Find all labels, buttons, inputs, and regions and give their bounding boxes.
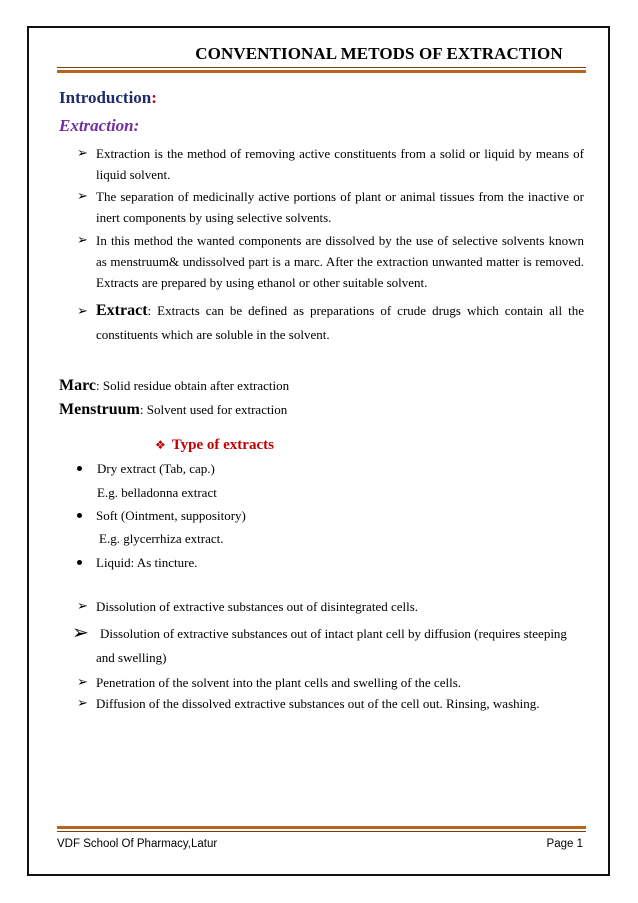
introduction-heading-colon: :	[151, 88, 157, 107]
extraction-point-2-line-1: The separation of medicinally active portions of plant or animal tissues from the inactive or	[96, 189, 584, 204]
marc-term: Marc	[59, 377, 97, 394]
process-point-3: Penetration of the solvent into the plant cells and swelling of the cells.	[96, 675, 461, 690]
extract-definition-line-2: constituents which are soluble in the solvent.	[96, 327, 330, 342]
extract-definition-text: : Extracts can be defined as preparations of crude drugs which contain all the	[147, 303, 584, 318]
type-item-3-label: Liquid: As tincture.	[96, 555, 198, 570]
header-rule-thin	[57, 67, 586, 68]
extraction-point-1-line-1: Extraction is the method of removing active constituents from a solid or liquid by means of	[96, 146, 584, 161]
footer-page-number: Page 1	[546, 838, 583, 850]
types-heading	[155, 436, 274, 454]
arrow-bullet-icon: ➢	[77, 304, 88, 319]
footer-school: VDF School Of Pharmacy,Latur	[57, 838, 218, 850]
process-point-1: Dissolution of extractive substances out of disintegrated cells.	[96, 599, 419, 614]
diamond-bullet-icon: ❖	[155, 438, 166, 452]
extract-term: Extract	[96, 302, 148, 319]
extraction-point-1-line-2: liquid solvent.	[96, 167, 171, 182]
arrow-bullet-icon: ➢	[77, 233, 88, 248]
arrow-bullet-icon: ➢	[77, 146, 88, 161]
marc-def: : Solid residue obtain after extraction	[96, 378, 290, 393]
introduction-heading-text: Introduction	[59, 88, 152, 107]
menstruum-def: : Solvent used for extraction	[139, 402, 288, 417]
page-title: CONVENTIONAL METODS OF EXTRACTION	[195, 44, 563, 63]
process-point-2-line-2: and swelling)	[96, 650, 167, 665]
menstruum-definition	[59, 401, 287, 418]
process-point-2-line-1: Dissolution of extractive substances out of intact plant cell by diffusion (requires steeping	[100, 626, 567, 641]
menstruum-term: Menstruum	[59, 401, 140, 418]
type-item-2-label: Soft (Ointment, suppository)	[96, 508, 246, 523]
type-item-2-example: E.g. glycerrhiza extract.	[99, 531, 224, 546]
marc-definition	[59, 377, 289, 394]
extraction-heading: Extraction:	[59, 116, 140, 135]
arrow-bullet-icon: ➢	[77, 675, 88, 690]
extraction-point-3-line-3: Extracts are prepared by using ethanol or other suitable solvent.	[96, 275, 428, 290]
arrow-bullet-icon: ➢	[77, 696, 88, 711]
dot-bullet-icon	[77, 466, 82, 471]
arrow-bullet-icon: ➢	[77, 189, 88, 204]
dot-bullet-icon	[77, 513, 82, 518]
extract-definition-line-1	[96, 302, 584, 319]
introduction-heading	[59, 88, 157, 108]
footer-rule-thin	[57, 831, 586, 832]
extraction-point-2-line-2: inert components by using selective solvents.	[96, 210, 332, 225]
extraction-point-3-line-2: as menstruum& undissolved part is a marc. After the extraction unwanted matter is removed.	[96, 254, 584, 269]
extraction-point-3-line-1: In this method the wanted components are dissolved by the use of selective solvents known	[96, 233, 584, 248]
process-point-4: Diffusion of the dissolved extractive substances out of the cell out. Rinsing, washing.	[96, 696, 540, 711]
footer-rule-thick	[57, 826, 586, 829]
dot-bullet-icon	[77, 560, 82, 565]
arrow-bullet-icon: ➢	[72, 620, 89, 644]
types-heading-text: Type of extracts	[171, 437, 274, 453]
type-item-1-example: E.g. belladonna extract	[97, 485, 217, 500]
type-item-1-label: Dry extract (Tab, cap.)	[97, 461, 215, 476]
header-rule-thick	[57, 70, 586, 73]
arrow-bullet-icon: ➢	[77, 599, 88, 614]
